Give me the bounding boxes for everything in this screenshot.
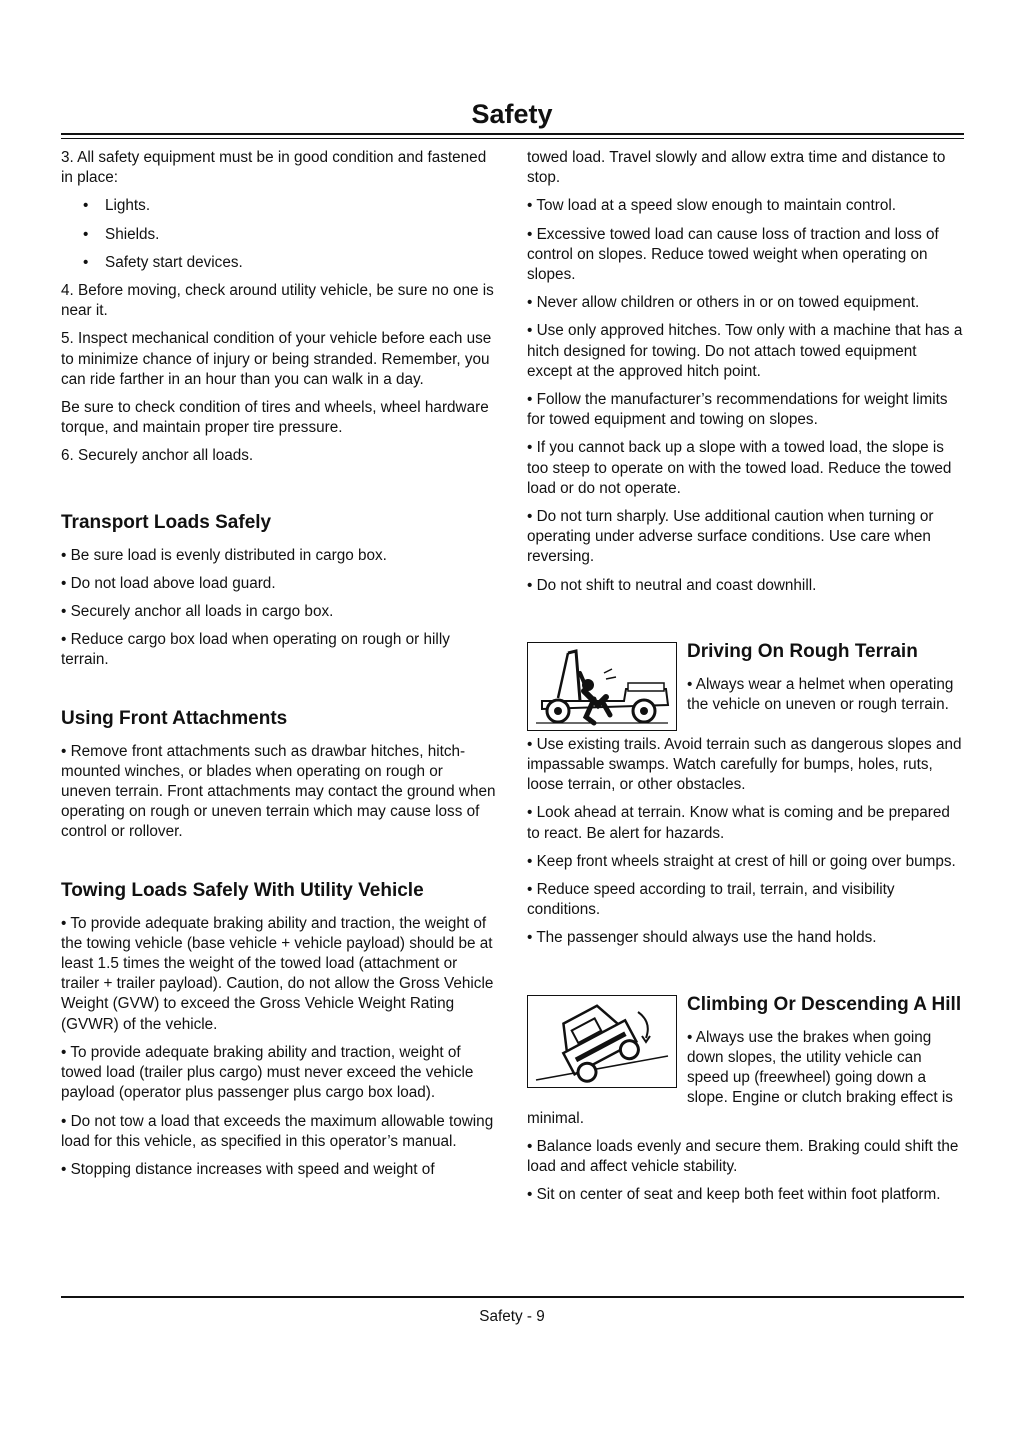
- transport-heading: Transport Loads Safely: [61, 511, 272, 533]
- rough-terrain-bullet: • Reduce speed according to trail, terrain, and visibility conditions.: [527, 881, 895, 919]
- towing-bullet: • Do not tow a load that exceeds the maximum allowable towing load for this vehicle, as specified in this operator’s manual.: [61, 1112, 494, 1150]
- hill-bullet: • Balance loads evenly and secure them. Braking could shift the load and affect vehicle stability.: [527, 1137, 959, 1175]
- towing-bullet: • To provide adequate braking ability and traction, the weight of the towing vehicle (base vehicle + vehicle payload) should be at least 1.5 times the weight of the towed load (attachment or trailer + trailer payload). Caution, do not allow the Gross Vehicle Weight (GVW) to exceed the Gross Vehicle Weight Rating (GVWR) of the vehicle.: [61, 914, 494, 1033]
- item-3-bullet: • Safety start devices.: [83, 253, 497, 273]
- towing-bullet: • If you cannot back up a slope with a towed load, the slope is too steep to operate on with the towed load. Reduce the towed load or do not operate.: [527, 439, 952, 497]
- rough-terrain-bullet: • Look ahead at terrain. Know what is coming and be prepared to react. Be alert for hazards.: [527, 804, 950, 842]
- towing-bullet: • Tow load at a speed slow enough to maintain control.: [527, 197, 897, 215]
- right-column: [527, 148, 964, 1213]
- tipping-vehicle-icon: [527, 995, 677, 1088]
- transport-bullet: • Do not load above load guard.: [61, 574, 276, 592]
- towing-bullet: • Excessive towed load can cause loss of traction and loss of control on slopes. Reduce towed weight when operating on slopes.: [527, 225, 939, 284]
- front-attachments-heading: Using Front Attachments: [61, 707, 288, 729]
- footer-rule: [61, 1296, 964, 1298]
- transport-bullet: • Reduce cargo box load when operating on rough or hilly terrain.: [61, 631, 450, 669]
- rough-terrain-block: [527, 640, 964, 735]
- item-3-bullet: • Shields.: [83, 225, 497, 245]
- page-title: Safety: [471, 99, 553, 129]
- towing-bullet: • Do not shift to neutral and coast downhill.: [527, 576, 817, 594]
- towing-bullet: • Never allow children or others in or on towed equipment.: [527, 294, 920, 312]
- item-6: 6. Securely anchor all loads.: [61, 447, 254, 465]
- left-column: [61, 148, 497, 1188]
- towing-heading: Towing Loads Safely With Utility Vehicle: [61, 879, 424, 901]
- hill-block: [527, 993, 964, 1137]
- item-3-bullet: • Lights.: [83, 196, 497, 216]
- front-attachments-bullet: • Remove front attachments such as drawbar hitches, hitch-mounted winches, or blades when operating on rough or uneven terrain. Front attachments may contact the ground when operating on rough or uneven terrain which may cause loss of control or rollover.: [61, 742, 496, 841]
- rollover-warning-icon: [527, 642, 677, 731]
- rough-terrain-bullet: • Use existing trails. Avoid terrain such as dangerous slopes and impassable swamps. Watch carefully for bumps, holes, ruts, loose terrain, or other obstacles.: [527, 735, 962, 794]
- rough-terrain-bullet: • Always wear a helmet when operating the vehicle on uneven or rough terrain.: [687, 675, 954, 714]
- towing-bullet: • Follow the manufacturer’s recommendations for weight limits for towed equipment and towing on slopes.: [527, 391, 948, 429]
- towing-bullet: • Stopping distance increases with speed and weight of: [61, 1160, 435, 1178]
- page-number: Safety - 9: [479, 1308, 545, 1325]
- hill-bullet: • Sit on center of seat and keep both feet within foot platform.: [527, 1186, 941, 1204]
- item-4: 4. Before moving, check around utility vehicle, be sure no one is near it.: [61, 282, 494, 320]
- item-5: 5. Inspect mechanical condition of your vehicle before each use to minimize chance of injury or being stranded. Remember, you can ride farther in an hour than you can walk in a day.: [61, 330, 492, 388]
- item-5-note: Be sure to check condition of tires and wheels, wheel hardware torque, and maintain proper tire pressure.: [61, 399, 489, 437]
- towing-bullet: • Do not turn sharply. Use additional caution when turning or operating under adverse surface conditions. Use care when reversing.: [527, 508, 934, 566]
- item-3-intro: 3. All safety equipment must be in good condition and fastened in place:: [61, 149, 487, 187]
- rough-terrain-bullet: • Keep front wheels straight at crest of hill or going over bumps.: [527, 852, 956, 870]
- transport-bullet: • Securely anchor all loads in cargo box.: [61, 603, 334, 621]
- towing-continued: towed load. Travel slowly and allow extra time and distance to stop.: [527, 149, 946, 187]
- transport-bullet: • Be sure load is evenly distributed in cargo box.: [61, 546, 387, 564]
- towing-bullet: • To provide adequate braking ability and traction, weight of towed load (trailer plus cargo) must never exceed the vehicle payload (operator plus passenger plus cargo box load).: [61, 1043, 474, 1102]
- rough-terrain-bullet: • The passenger should always use the hand holds.: [527, 929, 877, 947]
- towing-bullet: • Use only approved hitches. Tow only with a machine that has a hitch designed for towing. Do not attach towed equipment except at the approved hitch point.: [527, 322, 963, 380]
- hill-bullet: • Always use the brakes when going down slopes, the utility vehicle can speed up (freewheel) going down a slope. Engine or clutch braking effect is minimal.: [527, 1028, 953, 1127]
- rough-terrain-heading: Driving On Rough Terrain: [687, 640, 918, 662]
- title-rule: [61, 133, 964, 139]
- hill-heading: Climbing Or Descending A Hill: [687, 993, 962, 1015]
